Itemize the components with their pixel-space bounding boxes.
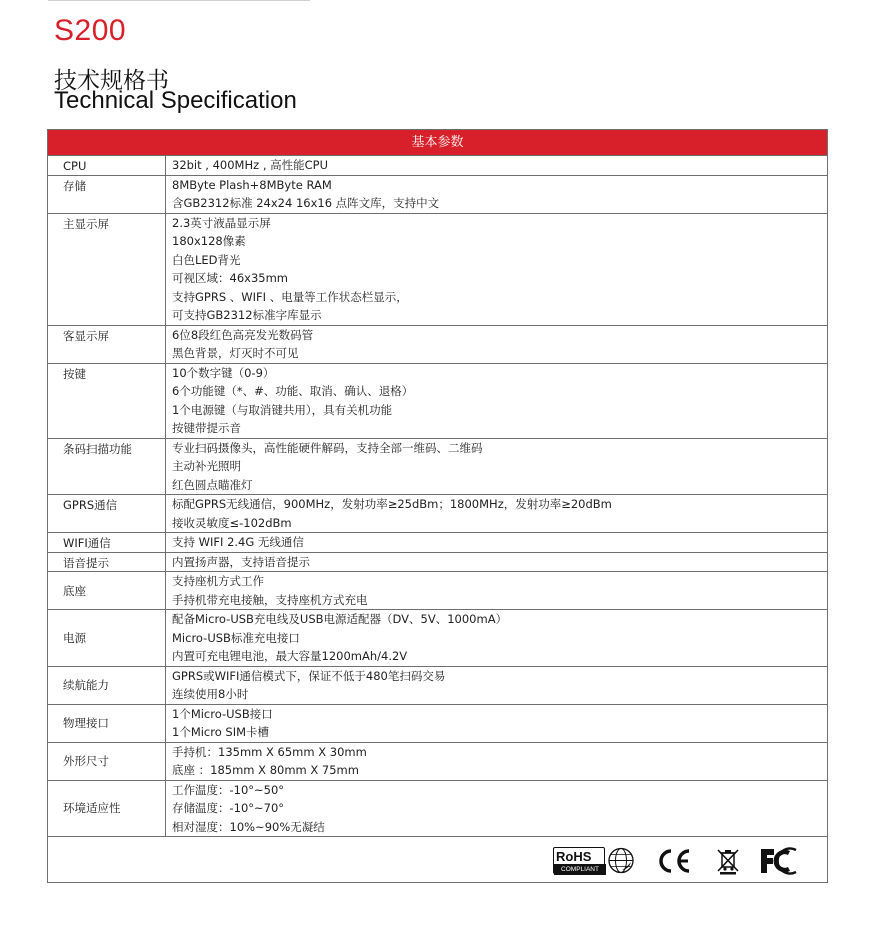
- spec-value-line: 连续使用8小时: [172, 687, 249, 701]
- page-title-cn: 技术规格书: [54, 68, 169, 94]
- spec-values: [166, 495, 827, 532]
- spec-value-line: 可视区域：46x35mm: [172, 271, 288, 285]
- spec-value-line: GPRS或WIFI通信模式下，保证不低于480笔扫码交易: [172, 668, 446, 683]
- spec-value-line: 内置扬声器，支持语音提示: [172, 554, 310, 569]
- fcc-mark-icon: [758, 847, 802, 875]
- spec-label: GPRS通信: [48, 495, 166, 532]
- spec-values: [166, 176, 827, 213]
- spec-values: [166, 553, 827, 572]
- spec-values: [166, 156, 827, 175]
- rohs-box: [553, 847, 605, 874]
- crossed-bin-icon: [716, 847, 740, 875]
- spec-value-line: 6位8段红色高亮发光数码管: [172, 327, 314, 342]
- section-title: 基本参数: [48, 130, 827, 156]
- spec-values: [166, 214, 827, 325]
- spec-value-line: 主动补光照明: [172, 459, 241, 473]
- spec-label: 续航能力: [48, 667, 166, 704]
- spec-label: 主显示屏: [48, 214, 166, 325]
- spec-row: [48, 667, 827, 705]
- spec-label: 底座: [48, 572, 166, 609]
- spec-value-line: 支持座机方式工作: [172, 574, 264, 588]
- spec-value-line: 存储温度：-10°~70°: [172, 801, 285, 815]
- page-title-en: Technical Specification: [54, 87, 297, 114]
- spec-value-line: 底座 ：185mm X 80mm X 75mm: [172, 763, 359, 777]
- spec-value-line: 可支持GB2312标准字库显示: [172, 308, 322, 322]
- rohs-compliant-text: COMPLIANT: [554, 864, 606, 875]
- spec-value-line: 内置可充电锂电池，最大容量1200mAh/4.2V: [172, 649, 408, 663]
- spec-label: 客显示屏: [48, 326, 166, 363]
- spec-value-line: 1个电源键（与取消键共用），具有关机功能: [172, 402, 393, 417]
- spec-value-line: 黑色背景，灯灭时不可见: [172, 346, 299, 360]
- spec-row: [48, 176, 827, 214]
- spec-label: 环境适应性: [48, 781, 166, 837]
- spec-value-line: 专业扫码摄像头，高性能硬件解码，支持全部一维码、二维码: [172, 440, 483, 455]
- spec-value-line: 按键带提示音: [172, 421, 241, 435]
- spec-value-line: 8MByte Plash+8MByte RAM: [172, 177, 332, 192]
- spec-label: WIFI通信: [48, 533, 166, 552]
- spec-values: [166, 364, 827, 438]
- model-name: S200: [54, 14, 127, 47]
- spec-row: [48, 495, 827, 533]
- spec-row: [48, 533, 827, 553]
- rohs-text: RoHS: [556, 849, 592, 864]
- spec-value-line: 红色圆点瞄准灯: [172, 477, 253, 492]
- certification-row: [48, 837, 827, 882]
- spec-row: [48, 705, 827, 743]
- spec-label: 存储: [48, 176, 166, 213]
- spec-value-line: 手持机：135mm X 65mm X 30mm: [172, 744, 367, 759]
- spec-value-line: 2.3英寸液晶显示屏: [172, 215, 271, 230]
- spec-value-line: 含GB2312标准 24x24 16x16 点阵文库，支持中文: [172, 196, 440, 210]
- spec-label: 语音提示: [48, 553, 166, 572]
- spec-value-line: 支持GPRS 、WIFI 、电量等工作状态栏显示，: [172, 289, 408, 304]
- spec-value-line: 1个Micro SIM卡槽: [172, 725, 270, 739]
- spec-value-line: 标配GPRS无线通信，900MHz，发射功率≥25dBm；1800MHz，发射功率≥20dBm: [172, 497, 612, 511]
- spec-value-line: 支持 WIFI 2.4G 无线通信: [172, 535, 304, 549]
- spec-value-line: 180x128像素: [172, 234, 246, 248]
- globe-icon: [607, 847, 635, 874]
- spec-label: 条码扫描功能: [48, 439, 166, 495]
- spec-value-line: 相对湿度：10%~90%无凝结: [172, 819, 325, 834]
- spec-row: [48, 439, 827, 496]
- spec-table: [47, 129, 828, 883]
- spec-values: [166, 439, 827, 495]
- spec-value-line: 工作温度：-10°~50°: [172, 782, 285, 797]
- spec-values: [166, 572, 827, 609]
- spec-rows: [48, 156, 827, 837]
- spec-row: [48, 610, 827, 667]
- spec-values: [166, 326, 827, 363]
- spec-row: [48, 572, 827, 610]
- spec-label: CPU: [48, 156, 166, 175]
- spec-values: [166, 743, 827, 780]
- spec-label: 外形尺寸: [48, 743, 166, 780]
- spec-values: [166, 705, 827, 742]
- spec-row: [48, 743, 827, 781]
- spec-row: [48, 156, 827, 176]
- spec-value-line: 1个Micro-USB接口: [172, 706, 273, 721]
- spec-row: [48, 214, 827, 326]
- spec-values: [166, 781, 827, 837]
- spec-value-line: 手持机带充电接触，支持座机方式充电: [172, 592, 368, 607]
- ce-mark-icon: [656, 847, 692, 875]
- spec-value-line: 白色LED背光: [172, 252, 241, 267]
- spec-value-line: 6个功能键（*、#、功能、取消、确认、退格）: [172, 384, 414, 398]
- spec-row: [48, 326, 827, 364]
- spec-row: [48, 553, 827, 573]
- rohs-logo: [553, 847, 635, 874]
- spec-value-line: 接收灵敏度≤-102dBm: [172, 515, 292, 530]
- spec-row: [48, 364, 827, 439]
- top-divider: [48, 0, 310, 1]
- spec-value-line: 配备Micro-USB充电线及USB电源适配器（DV、5V、1000mA）: [172, 612, 508, 626]
- spec-label: 按键: [48, 364, 166, 438]
- spec-value-line: 10个数字键（0-9）: [172, 365, 275, 380]
- spec-label: 物理接口: [48, 705, 166, 742]
- spec-values: [166, 667, 827, 704]
- spec-row: [48, 781, 827, 838]
- spec-values: [166, 533, 827, 552]
- spec-values: [166, 610, 827, 666]
- spec-value-line: 32bit , 400MHz , 高性能CPU: [172, 158, 329, 172]
- spec-value-line: Micro-USB标准充电接口: [172, 630, 300, 645]
- spec-label: 电源: [48, 610, 166, 666]
